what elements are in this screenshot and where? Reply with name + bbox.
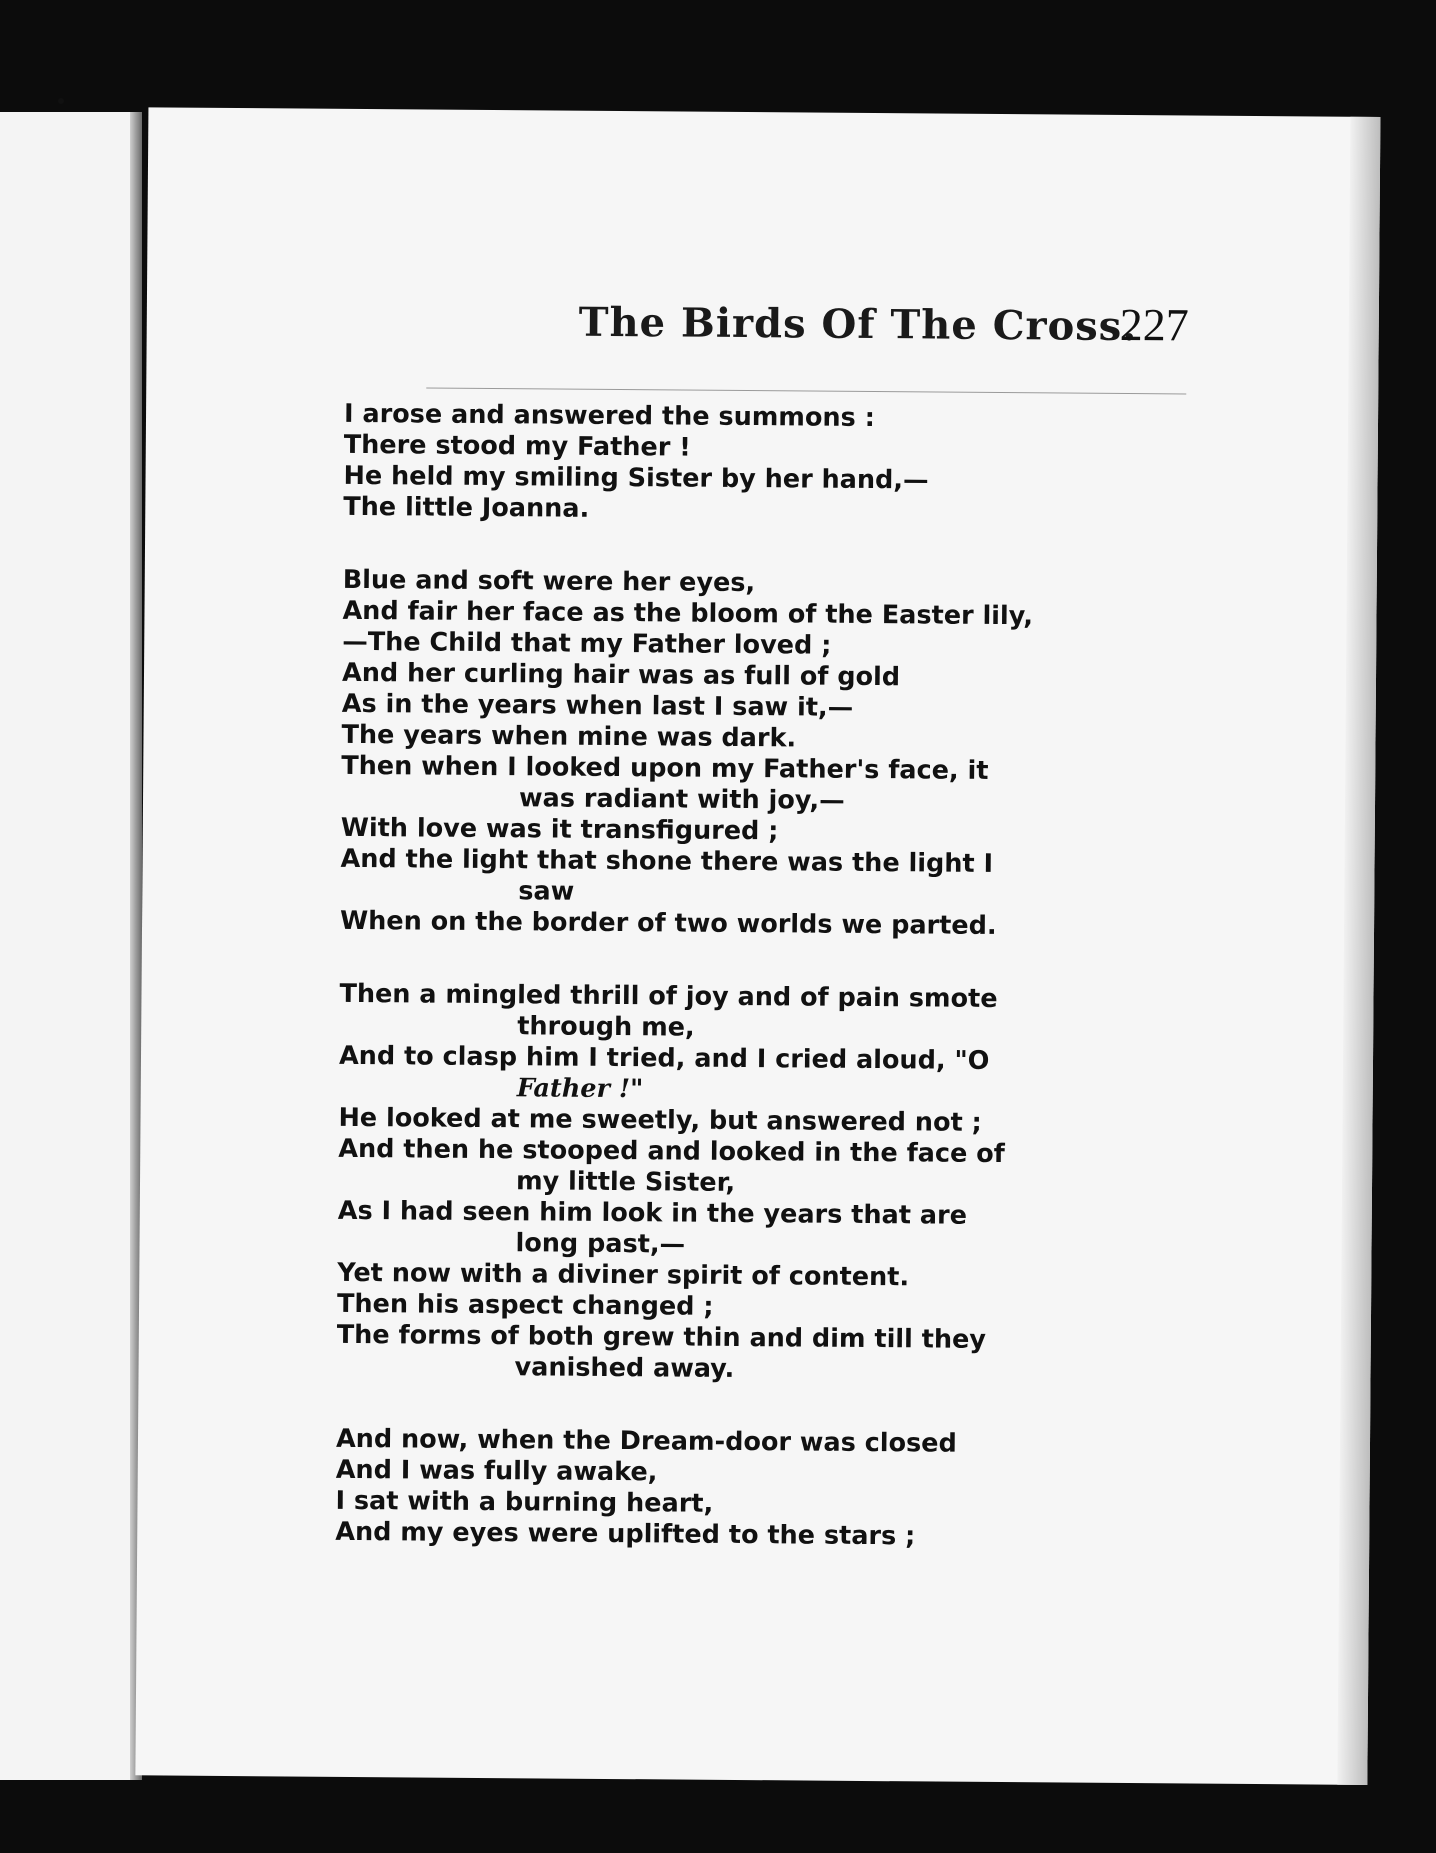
poem-line: Then his aspect changed ; (336, 1288, 714, 1322)
poem-line: I arose and answered the summons : (343, 398, 875, 434)
poem-line: When on the border of two worlds we parted. (339, 905, 997, 941)
poem-line-continuation: through me, (517, 1011, 695, 1043)
right-page (135, 107, 1380, 1785)
poem-line: The years when mine was dark. (341, 719, 797, 754)
page-number: 227 (1119, 298, 1189, 351)
running-title: The Birds Of The Cross. (578, 298, 1138, 351)
header-rule (426, 388, 1186, 395)
page-edge (1337, 117, 1380, 1785)
poem-line: Yet now with a diviner spirit of content. (337, 1257, 910, 1293)
ink-speck (58, 98, 64, 104)
poem-line: Blue and soft were her eyes, (342, 564, 756, 599)
poem-line: And to clasp him I tried, and I cried aloud, "O (338, 1040, 990, 1076)
poem-line: And now, when the Dream-door was closed (335, 1423, 957, 1459)
left-page (0, 112, 142, 1780)
poem-line-continuation: was radiant with joy,— (518, 783, 845, 816)
poem-line: Then a mingled thrill of joy and of pain smote (339, 978, 998, 1015)
poem-line: Then when I looked upon my Father's face, it (341, 750, 989, 786)
poem-line: I sat with a burning heart, (335, 1485, 714, 1519)
poem-line: And then he stooped and looked in the face of (338, 1133, 1005, 1170)
stanza (343, 399, 1164, 529)
poem-line: As in the years when last I saw it,— (341, 688, 854, 723)
poem-line-continuation: Father !" (516, 1073, 644, 1105)
poem-line: —The Child that my Father loved ; (342, 626, 832, 661)
poem-line: And fair her face as the bloom of the Easter lily, (342, 595, 1034, 632)
poem-line: He held my smiling Sister by her hand,— (343, 460, 929, 496)
poem-line: There stood my Father ! (343, 429, 691, 463)
poem-line-continuation: saw (518, 876, 575, 907)
poem-line: And my eyes were uplifted to the stars ; (335, 1516, 916, 1552)
poem-line-continuation: long past,— (515, 1228, 686, 1260)
poem-line: And I was fully awake, (335, 1454, 658, 1488)
poem-line: And the light that shone there was the light I (340, 843, 994, 879)
poem-line: The forms of both grew thin and dim till they (336, 1319, 987, 1355)
poem-line: With love was it transfigured ; (340, 812, 779, 847)
poem-line: And her curling hair was as full of gold (341, 657, 901, 693)
page-header (437, 280, 1188, 358)
stanza (335, 1424, 1156, 1554)
poem-line-continuation: vanished away. (514, 1352, 735, 1384)
poem-line: The little Joanna. (343, 491, 590, 524)
stanza (336, 979, 1159, 1388)
poem-body (335, 399, 1164, 1596)
poem-line: He looked at me sweetly, but answered not ; (338, 1102, 982, 1138)
poem-line: As I had seen him look in the years that are (337, 1195, 968, 1231)
poem-line-continuation: my little Sister, (515, 1166, 736, 1198)
stanza (340, 565, 1163, 943)
